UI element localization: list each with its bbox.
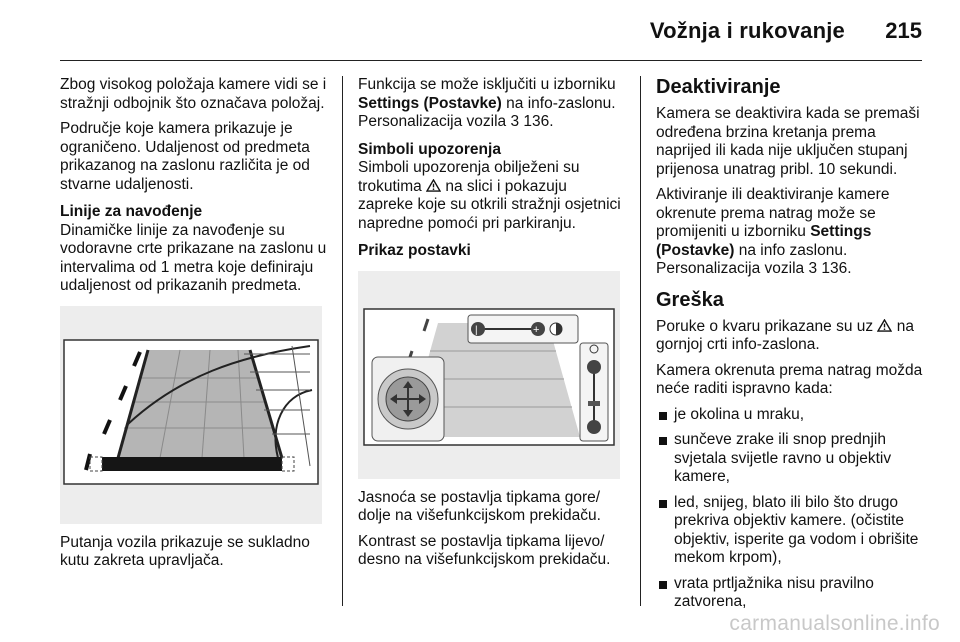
svg-text:+: + bbox=[533, 323, 540, 336]
column-middle bbox=[358, 76, 626, 577]
list-item: led, snijeg, blato ili bilo što drugo prekriva objektiv kamere. (očistite objektiv, isperite ga vodom i obrišite mekom krpom), bbox=[656, 494, 926, 568]
list-item: vrata prtljažnika nisu pravilno zatvorena, bbox=[656, 575, 926, 612]
page-number: 215 bbox=[885, 18, 922, 43]
paragraph: Simboli upozorenja obilježeni su trokutima na slici i pokazuju zapreke koje su otkrili stražnji osjetnici napredne pomoći pri parkiranju. bbox=[358, 159, 621, 232]
header-divider bbox=[60, 60, 922, 61]
page-reference-arrow-icon: 3 136. bbox=[808, 260, 852, 277]
paragraph: Poruke o kvaru prikazane su uz na gornjoj crti info-zaslona. bbox=[656, 317, 914, 353]
heading-error: Greška bbox=[656, 288, 724, 311]
list-item: je okolina u mraku, bbox=[656, 406, 926, 425]
subheading-settings-display: Prikaz postavki bbox=[358, 242, 471, 259]
column-divider-1 bbox=[342, 76, 343, 606]
camera-settings-display-figure bbox=[358, 271, 620, 479]
subheading-warning-symbols: Simboli upozorenja bbox=[358, 140, 501, 158]
paragraph: Dinamičke linije za navođenje su vodoravne crte prikazane na zaslonu u intervalima od 1 metra koje definiraju udaljenost od prikazanih predmeta. bbox=[60, 221, 327, 294]
paragraph: Kamera okrenuta prema natrag možda neće raditi ispravno kada: bbox=[656, 361, 923, 397]
page-reference-arrow-icon: 3 136. bbox=[510, 113, 554, 130]
svg-text:|: | bbox=[475, 324, 478, 336]
subheading-guide-lines: Linije za navođenje bbox=[60, 203, 203, 220]
heading-deactivation: Deaktiviranje bbox=[656, 76, 781, 98]
paragraph: Putanja vozila prikazuje se sukladno kutu zakreta upravljača. bbox=[60, 533, 310, 569]
list-item: sunčeve zrake ili snop prednjih svjetala svijetle ravno u objektiv kamere, bbox=[656, 431, 926, 487]
paragraph: Kontrast se postavlja tipkama lijevo/ desno na višefunkcijskom prekidaču. bbox=[358, 532, 611, 568]
warning-triangle-icon bbox=[877, 319, 892, 332]
bullet-list bbox=[656, 406, 926, 612]
paragraph: Aktiviranje ili deaktiviranje kamere okrenute prema natrag može se promijeniti u izborniku Settings (Postavke) na info zaslonu. Personalizacija vozila 3 136. bbox=[656, 186, 890, 277]
warning-triangle-icon bbox=[426, 179, 441, 192]
paragraph: Kamera se deaktivira kada se premaši određena brzina kretanja prema naprijed ili kada nije uključen stupanj prijenosa unatrag pribl. 10 sekundi. bbox=[656, 105, 920, 178]
paragraph: Zbog visokog položaja kamere vidi se i stražnji odbojnik što označava položaj. bbox=[60, 76, 327, 112]
column-right bbox=[656, 76, 926, 619]
paragraph: Funkcija se može isključiti u izborniku Settings (Postavke) na info-zaslonu. Personalizacija vozila 3 136. bbox=[358, 76, 616, 130]
column-left bbox=[60, 76, 328, 578]
rear-camera-guide-lines-figure bbox=[60, 306, 322, 524]
paragraph: Područje koje kamera prikazuje je ograničeno. Udaljenost od predmeta prikazanog na zaslonu različita je od stvarne udaljenosti. bbox=[60, 120, 310, 193]
page-title: Vožnja i rukovanje bbox=[649, 18, 845, 43]
paragraph: Jasnoća se postavlja tipkama gore/ dolje na višefunkcijskom prekidaču. bbox=[358, 488, 601, 524]
column-divider-2 bbox=[640, 76, 641, 606]
watermark: carmanualsonline.info bbox=[729, 612, 940, 635]
